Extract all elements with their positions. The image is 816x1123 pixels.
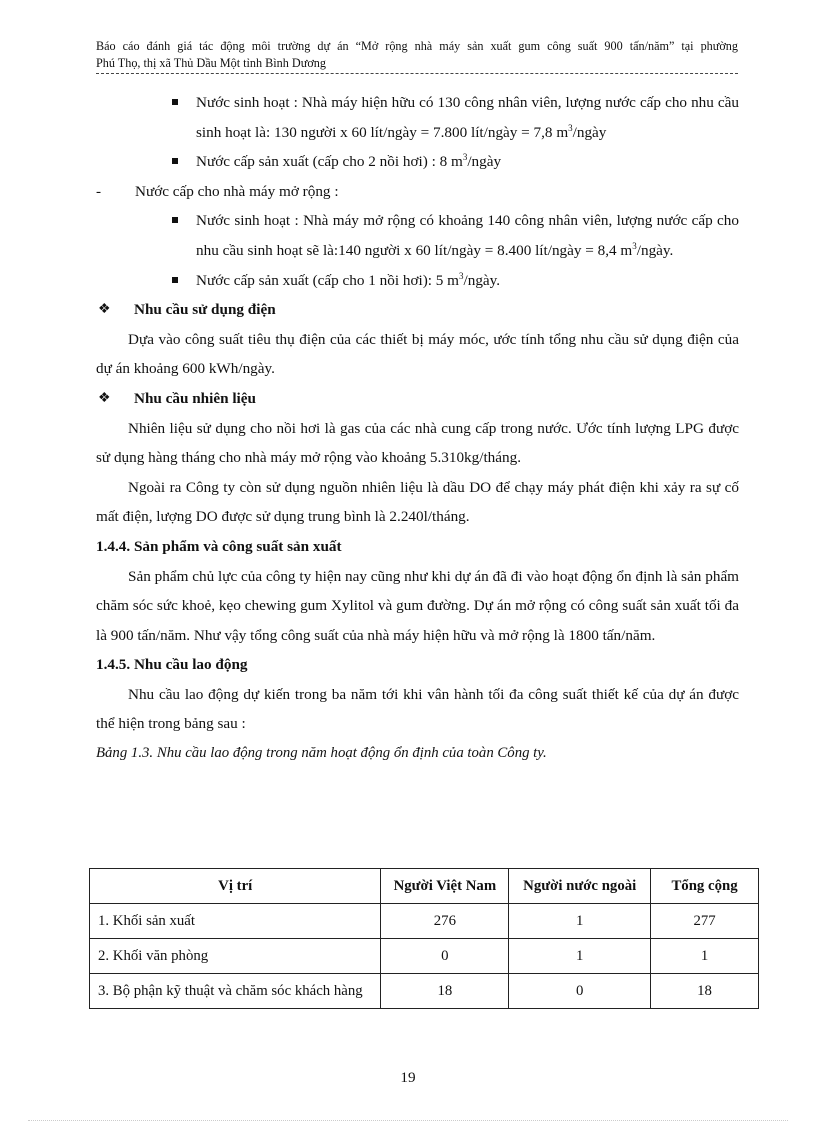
table-cell: 276: [381, 904, 509, 939]
square-bullet-icon: [172, 277, 178, 283]
table-header-cell: Người Việt Nam: [381, 869, 509, 904]
fuel-paragraph-2: Ngoài ra Công ty còn sử dụng nguồn nhiên liệu là dầu DO để chạy máy phát điện khi xảy ra sự cố mất điện, lượng DO được sử dụng trung bình là 2.240l/tháng.: [96, 478, 739, 526]
diamond-bullet-icon: ❖: [98, 390, 111, 406]
table-row: [90, 904, 759, 939]
table-cell: 1: [509, 904, 651, 939]
page-number: 19: [400, 1069, 416, 1086]
page-bottom-divider: [28, 1120, 788, 1121]
body-content: [96, 88, 739, 769]
table-cell: 18: [651, 974, 759, 1009]
bullet-existing-domestic-water: Nước sinh hoạt : Nhà máy hiện hữu có 130 công nhân viên, lượng nước cấp cho nhu cầu sinh hoạt là: 130 người x 60 lít/ngày = 7.800 lít/ngày = 7,8 $m^3$/ngày: [96, 88, 739, 147]
labor-paragraph: Nhu cầu lao động dự kiến trong ba năm tới khi vân hành tối đa công suất thiết kế của dự án được thể hiện trong bảng sau :: [96, 685, 739, 733]
table-header-cell: Tổng cộng: [651, 869, 759, 904]
square-bullet-icon: [172, 217, 178, 223]
table-cell: 0: [509, 974, 651, 1009]
table-cell: 1: [509, 939, 651, 974]
table-cell: 3. Bộ phận kỹ thuật và chăm sóc khách hàng: [90, 974, 381, 1009]
table-header-cell: Người nước ngoài: [509, 869, 651, 904]
products-paragraph: Sản phẩm chủ lực của công ty hiện nay cũng như khi dự án đã đi vào hoạt động ổn định là sản phẩm chăm sóc sức khoẻ, kẹo chewing gum Xylitol và gum đường. Dự án mở rộng có công suất sản xuất tối đa là 900 tấn/năm. Như vậy tổng công suất của nhà máy hiện hữu và mở rộng là 1800 tấn/năm.: [96, 567, 739, 644]
table-cell: 18: [381, 974, 509, 1009]
bullet-existing-production-water: Nước cấp sản xuất (cấp cho 2 nồi hơi) : 8 $m^3$/ngày: [96, 147, 739, 177]
bullet-expansion-production-water: Nước cấp sản xuất (cấp cho 1 nồi hơi): 5 $m^3$/ngày.: [96, 266, 739, 296]
electricity-paragraph: Dựa vào công suất tiêu thụ điện của các thiết bị máy móc, ước tính tổng nhu cầu sử dụng điện của dự án khoảng 600 kWh/ngày.: [96, 330, 739, 378]
electricity-heading: ❖ Nhu cầu sử dụng điện: [96, 295, 739, 325]
fuel-heading: ❖ Nhu cầu nhiên liệu: [96, 384, 739, 414]
table-caption: Bảng 1.3. Nhu cầu lao động trong năm hoạt động ổn định của toàn Công ty.: [96, 745, 547, 762]
table-header-cell: Vị trí: [90, 869, 381, 904]
table-cell: 277: [651, 904, 759, 939]
running-header: [96, 38, 738, 74]
header-line-1: Báo cáo đánh giá tác động môi trường dự án “Mở rộng nhà máy sản xuất gum công suất 900 tấn/năm” tại phường: [96, 39, 738, 53]
expansion-water-item: - Nước cấp cho nhà máy mở rộng :: [96, 177, 739, 207]
table-cell: 0: [381, 939, 509, 974]
labor-table: [89, 868, 759, 1009]
table-row: [90, 974, 759, 1009]
section-heading-1-4-5: 1.4.5. Nhu cầu lao động: [96, 656, 248, 674]
table-row: [90, 939, 759, 974]
square-bullet-icon: [172, 158, 178, 164]
section-heading-1-4-4: 1.4.4. Sản phẩm và công suất sản xuất: [96, 537, 342, 555]
fuel-paragraph-1: Nhiên liệu sử dụng cho nồi hơi là gas của các nhà cung cấp trong nước. Ước tính lượng LPG được sử dụng hàng tháng cho nhà máy mở rộng vào khoảng 5.310kg/tháng.: [96, 419, 739, 467]
table-cell: 1: [651, 939, 759, 974]
square-bullet-icon: [172, 99, 178, 105]
diamond-bullet-icon: ❖: [98, 302, 111, 318]
table-cell: 2. Khối văn phòng: [90, 939, 381, 974]
table-header-row: [90, 869, 759, 904]
bullet-expansion-domestic-water: Nước sinh hoạt : Nhà máy mở rộng có khoảng 140 công nhân viên, lượng nước cấp cho nhu cầu sinh hoạt sẽ là:140 người x 60 lít/ngày = 8.400 lít/ngày = 8,4 $m^3$/ngày.: [96, 206, 739, 265]
table-cell: 1. Khối sản xuất: [90, 904, 381, 939]
header-line-2: Phú Thọ, thị xã Thủ Dầu Một tỉnh Bình Dương: [96, 56, 326, 70]
dash-marker: -: [96, 182, 102, 200]
